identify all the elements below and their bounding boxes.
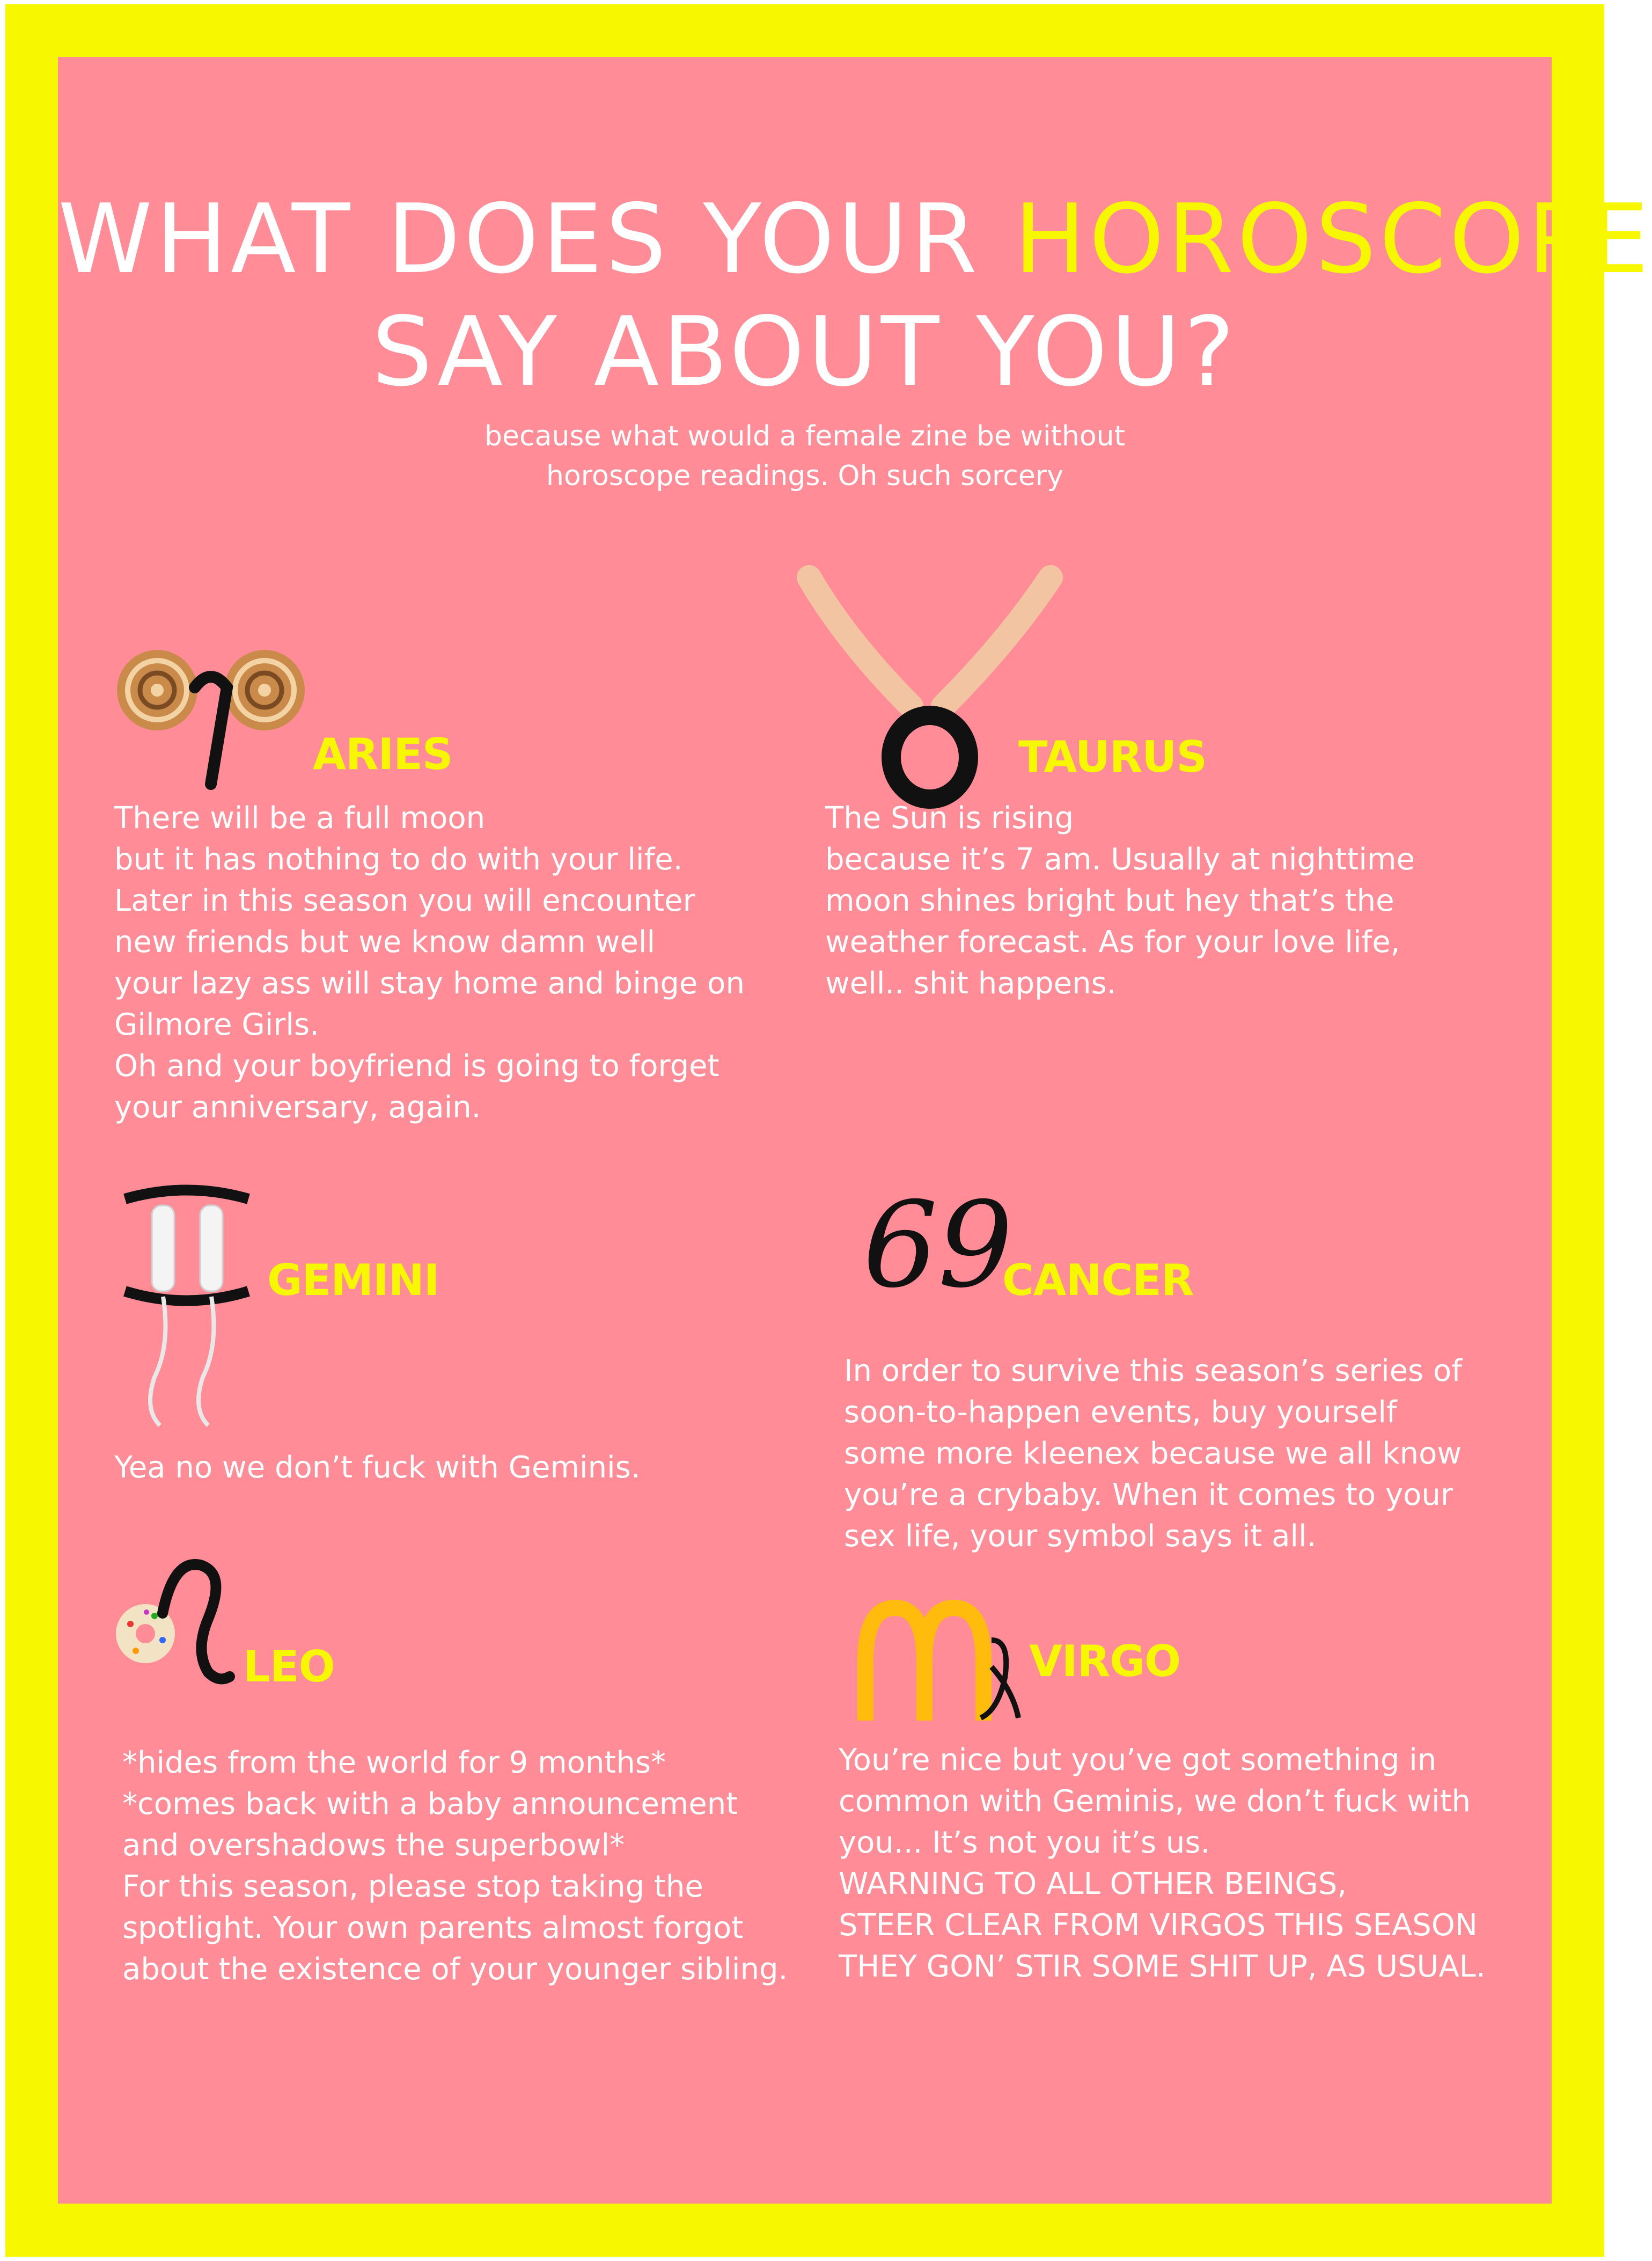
zine-page bbox=[58, 57, 1652, 2204]
leo-donut-icon bbox=[114, 1549, 238, 1688]
page-title-line-1 bbox=[58, 184, 1652, 295]
cancer-69-icon bbox=[863, 1176, 1013, 1314]
aries-text: There will be a full moon but it has nothing to do with your life. Later in this season you will encounter new friends but we know damn well your lazy ass will stay home and binge on Gilmore Girls. Oh and your boyfriend is going to forget your anniversary, again. bbox=[114, 801, 745, 1125]
leo-heading: LEO bbox=[243, 1642, 335, 1692]
aries-heading: ARIES bbox=[313, 729, 453, 779]
leo-text: *hides from the world for 9 months* *comes back with a baby announcement and overshadows the superbowl* For this season, please stop taking the spotlight. Your own parents almost forgot about the existence of your younger sibling. bbox=[122, 1745, 788, 1987]
taurus-legs-icon bbox=[804, 567, 1061, 835]
page-subtitle: because what would a female zine be without horoscope readings. Oh such sorcery bbox=[484, 420, 1125, 492]
svg-text:69: 69 bbox=[863, 1176, 1013, 1314]
cancer-heading: CANCER bbox=[1002, 1255, 1194, 1305]
taurus-text: The Sun is rising because it’s 7 am. Usually at nighttime moon shines bright but hey that’s the weather forecast. As for your love life, well.. shit happens. bbox=[825, 801, 1415, 1001]
page-frame bbox=[5, 4, 1652, 2257]
virgo-heading: VIRGO bbox=[1029, 1636, 1180, 1686]
cancer-text: In order to survive this season’s series of soon-to-happen events, buy yourself some more kleenex because we all know you’re a crybaby. When it comes to your sex life, your symbol says it all. bbox=[844, 1353, 1462, 1554]
title-prefix: WHAT DOES YOUR bbox=[58, 184, 1014, 295]
page-title-line-2: SAY ABOUT YOU? bbox=[372, 296, 1238, 407]
virgo-arches-icon bbox=[857, 1597, 1024, 1726]
gemini-tampon-icon bbox=[122, 1184, 251, 1436]
title-highlight: HOROSCOPE bbox=[1014, 184, 1652, 295]
taurus-heading: TAURUS bbox=[1018, 732, 1207, 782]
virgo-text: You’re nice but you’ve got something in common with Geminis, we don’t fuck with you... It’s not you it’s us. WARNING TO ALL OTHER BEINGS, STEER CLEAR FROM VIRGOS THIS SEASON THEY GON’ STIR SOME SHIT UP, AS USUAL. bbox=[839, 1743, 1486, 1984]
aries-cinnamon-roll-icon bbox=[114, 645, 307, 789]
gemini-text: Yea no we don’t fuck with Geminis. bbox=[114, 1450, 641, 1485]
gemini-heading: GEMINI bbox=[267, 1255, 439, 1305]
